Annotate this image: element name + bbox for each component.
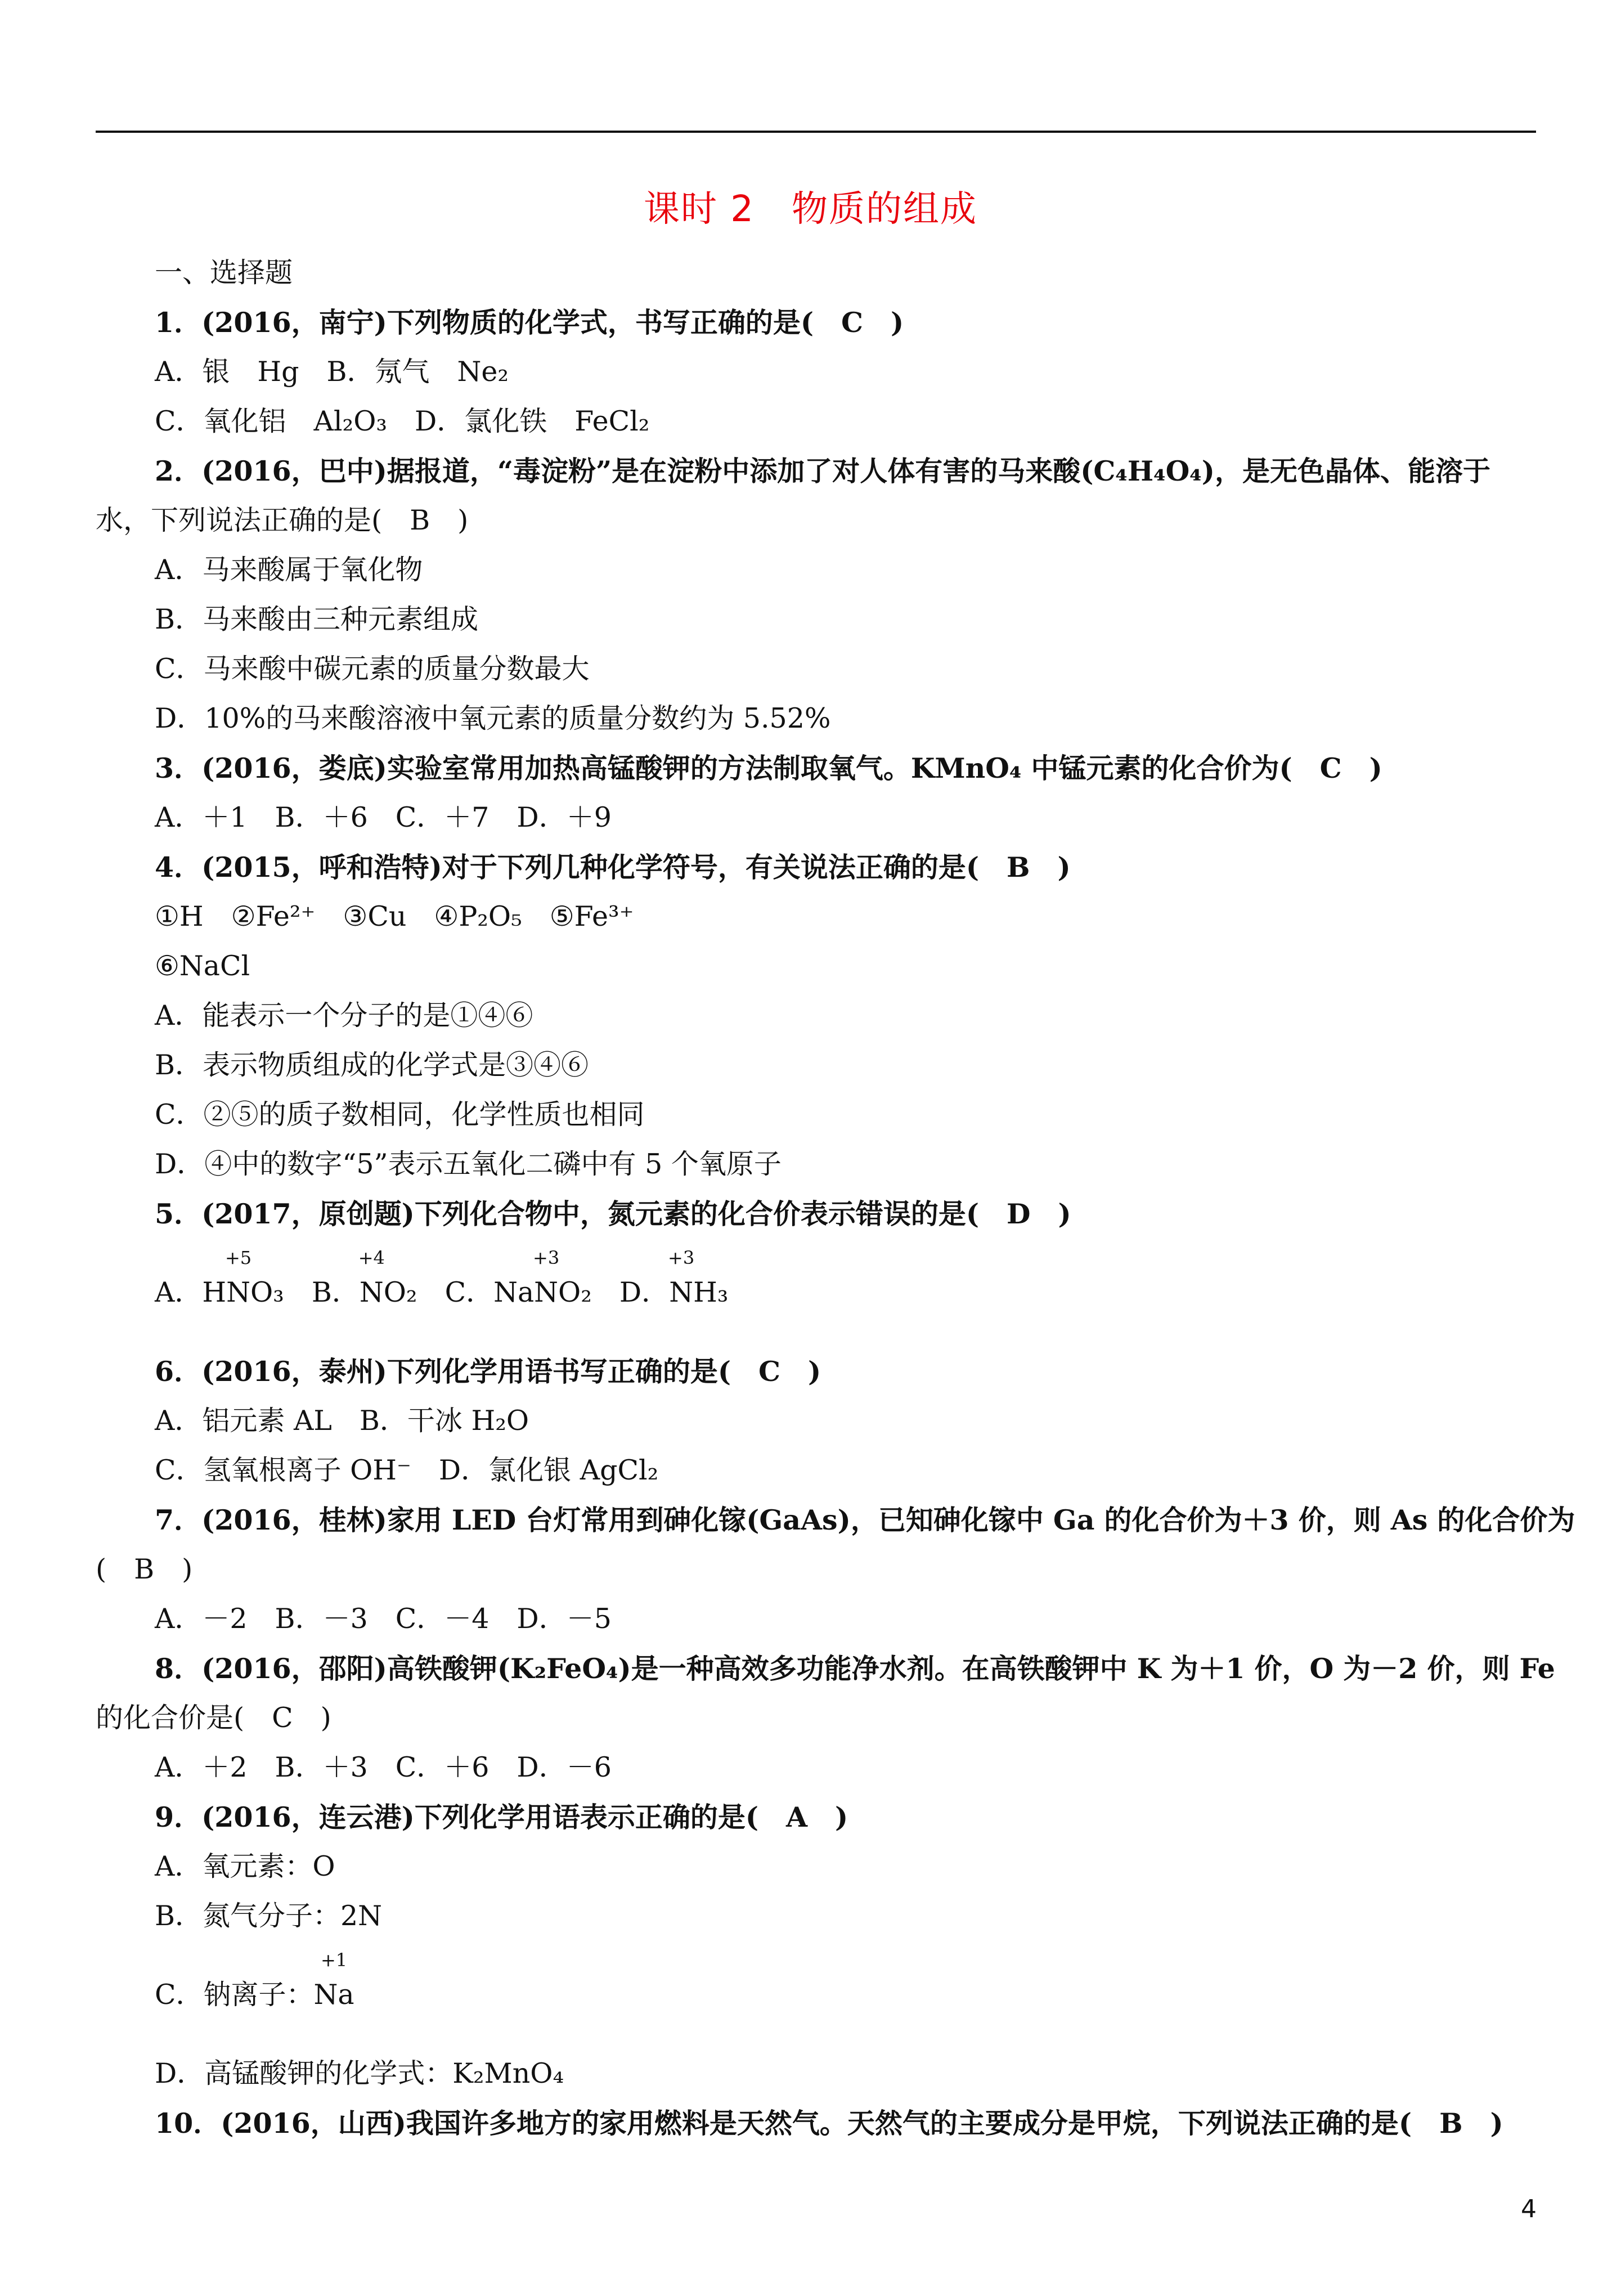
question-line: D．高锰酸钾的化学式：K₂MnO₄ — [155, 2057, 564, 2089]
section-heading: 一、选择题 — [155, 257, 293, 289]
question-stem: 9．(2016，连云港)下列化学用语表示正确的是( A ) — [155, 1801, 848, 1833]
formula-suffix: O₂ — [558, 1276, 592, 1308]
question-stem: 5．(2017，原创题)下列化合物中，氮元素的化合价表示错误的是( D ) — [155, 1198, 1071, 1230]
valence-element — [224, 1247, 252, 1310]
question-line: B．马来酸由三种元素组成 — [155, 603, 479, 635]
valence-mark: +5 — [224, 1247, 252, 1268]
valence-element — [313, 1949, 354, 2012]
question-line: B．氮气分子：2N — [155, 1900, 383, 1932]
question-line: C．马来酸中碳元素的质量分数最大 — [155, 653, 590, 685]
question-line: 水，下列说法正确的是( B ) — [96, 504, 469, 536]
question-stem: 1．(2016，南宁)下列物质的化学式，书写正确的是( C ) — [155, 306, 904, 339]
question-list — [96, 256, 1575, 2156]
valence-element — [358, 1247, 385, 1310]
q9-option-c — [96, 1949, 1536, 2057]
element-symbol: N — [534, 1276, 559, 1308]
valence-element — [668, 1247, 695, 1310]
question-line: A．银 Hg B．氖气 Ne₂ — [155, 356, 509, 388]
option-label: D． — [619, 1276, 670, 1308]
question-line: A．铝元素 AL B．干冰 H₂O — [155, 1405, 529, 1437]
valence-mark: +1 — [320, 1949, 348, 1971]
formula-prefix: H — [202, 1276, 227, 1308]
question-stem: 4．(2015，呼和浩特)对于下列几种化学符号，有关说法正确的是( B ) — [155, 851, 1071, 884]
valence-mark: +4 — [358, 1247, 385, 1268]
question-stem: 6．(2016，泰州)下列化学用语书写正确的是( C ) — [155, 1355, 821, 1388]
question-stem: 7．(2016，桂林)家用 LED 台灯常用到砷化镓(GaAs)，已知砷化镓中 Ga 的化合价为＋3 价，则 As 的化合价为 — [155, 1504, 1575, 1536]
question-line: ①H ②Fe²⁺ ③Cu ④P₂O₅ ⑤Fe³⁺ — [155, 900, 634, 932]
question-line: C．氢氧根离子 OH⁻ D．氯化银 AgCl₂ — [155, 1454, 659, 1486]
question-stem: 3．(2016，娄底)实验室常用加热高锰酸钾的方法制取氧气。KMnO₄ 中锰元素的化合价为( C ) — [155, 752, 1382, 784]
formula-suffix: O₃ — [250, 1276, 284, 1308]
page-title: 课时 2 物质的组成 — [643, 189, 978, 230]
page-number: 4 — [1521, 2195, 1537, 2223]
valence-mark: +3 — [533, 1247, 560, 1268]
question-line: A．－2 B．－3 C．－4 D．－5 — [155, 1603, 612, 1635]
question-line: D．④中的数字“5”表示五氧化二磷中有 5 个氧原子 — [155, 1148, 782, 1180]
question-line: A．能表示一个分子的是①④⑥ — [155, 999, 533, 1032]
question-line: B．表示物质组成的化学式是③④⑥ — [155, 1049, 589, 1081]
question-line: 的化合价是( C ) — [96, 1702, 331, 1734]
element-symbol: Na — [313, 1979, 354, 2011]
header-rule — [96, 131, 1536, 133]
element-symbol: N — [669, 1276, 694, 1308]
formula-suffix: H₃ — [693, 1276, 729, 1308]
q5-options — [96, 1246, 1536, 1355]
formula-suffix: O₂ — [383, 1276, 417, 1308]
question-line: C．②⑤的质子数相同，化学性质也相同 — [155, 1098, 645, 1131]
element-symbol: N — [359, 1276, 384, 1308]
formula-prefix: Na — [493, 1276, 535, 1308]
option-label: C．钠离子： — [155, 1979, 314, 2011]
valence-mark: +3 — [668, 1247, 695, 1268]
question-line: A．氧元素：O — [155, 1850, 335, 1882]
question-line: D．10%的马来酸溶液中氧元素的质量分数约为 5.52% — [155, 702, 831, 734]
element-symbol: N — [226, 1276, 250, 1308]
question-line: A．马来酸属于氧化物 — [155, 554, 423, 586]
question-stem: 2．(2016，巴中)据报道，“毒淀粉”是在淀粉中添加了对人体有害的马来酸(C₄H₄O₄)，是无色晶体、能溶于 — [155, 455, 1490, 487]
question-line: C．氧化铝 Al₂O₃ D．氯化铁 FeCl₂ — [155, 405, 650, 437]
question-line: A．＋2 B．＋3 C．＋6 D．－6 — [155, 1751, 612, 1783]
option-label: C． — [444, 1276, 494, 1308]
valence-element — [533, 1247, 560, 1310]
question-stem: 10．(2016，山西)我国许多地方的家用燃料是天然气。天然气的主要成分是甲烷，下列说法正确的是( B ) — [155, 2107, 1503, 2140]
question-line: ( B ) — [96, 1553, 193, 1585]
question-stem: 8．(2016，邵阳)高铁酸钾(K₂FeO₄)是一种高效多功能净水剂。在高铁酸钾中 K 为＋1 价，O 为－2 价，则 Fe — [155, 1652, 1555, 1685]
option-label: B． — [311, 1276, 360, 1308]
question-line: ⑥NaCl — [155, 950, 250, 982]
question-line: A．＋1 B．＋6 C．＋7 D．＋9 — [155, 801, 612, 833]
option-label: A． — [155, 1276, 203, 1308]
